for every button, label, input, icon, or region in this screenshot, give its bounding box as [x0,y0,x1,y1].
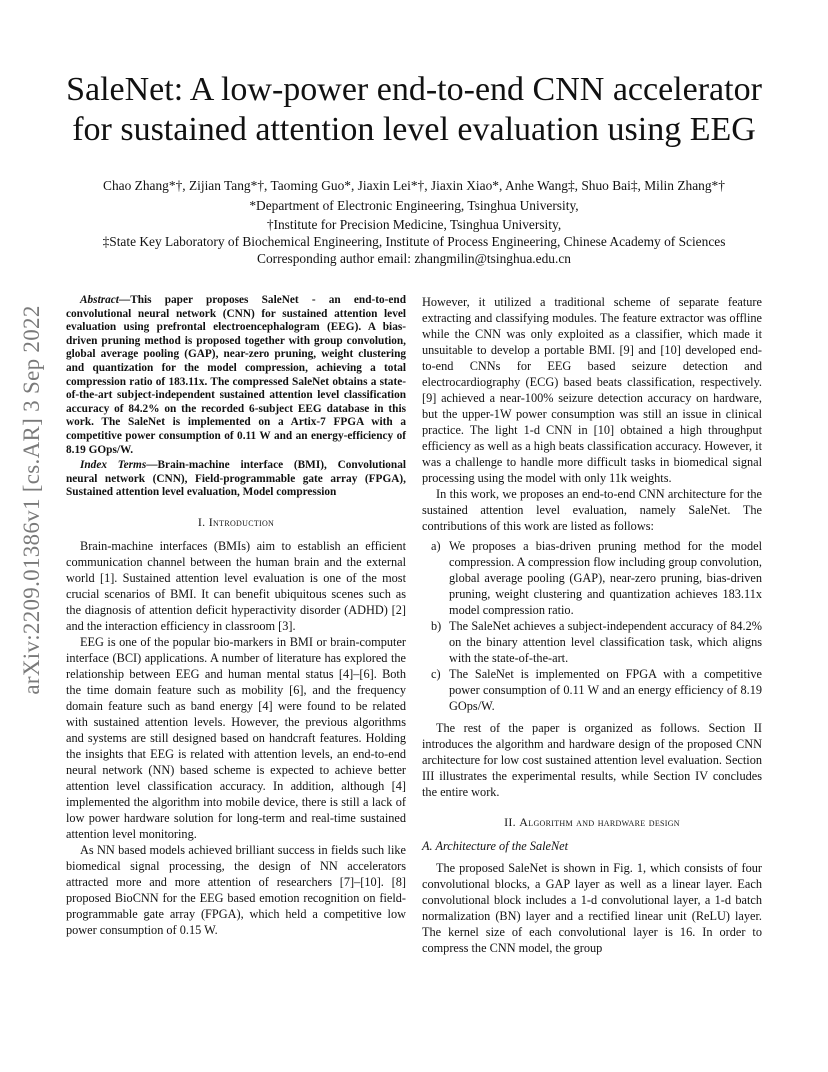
abstract [66,294,406,457]
section-2-title: Algorithm and hardware design [519,815,680,829]
subsection-heading: A. Architecture of the SaleNet [422,839,569,853]
index-terms [66,459,406,500]
title-line-2: for sustained attention level evaluation using EEG [72,111,756,148]
contribution-marker: a) [431,539,441,553]
contribution-text: The SaleNet is implemented on FPGA with a competitive power consumption of 0.11 W and an energy efficiency of 8.19 GOps/W. [449,667,762,713]
intro-paragraph-1: Brain-machine interfaces (BMIs) aim to establish an efficient communication channel between the human brain and the external world [1]. Sustained attention level evaluation is one of the most crucial scenarios of BMI. It can benefit ubiquitous scenes such as the diagnosis of attention deficit hyperactivity disorder (ADHD) [2] and the interaction efficiency in classroom [3]. [66,538,406,633]
abstract-text: —This paper proposes SaleNet - an end-to-end convolutional neural network (CNN) for sustained attention level evaluation using prefrontal electroencephalogram (EEG). A bias-driven pruning method is proposed together with group convolution, global average pooling (GAP), near-zero pruning, weight clustering and quantization for the model compression, achieving a total compression ratio of 183.11x. The compressed SaleNet obtains a state-of-the-art subject-independent sustained attention level classification accuracy of 84.2% on the recorded 6-subject EEG database in this work. The SaleNet is implemented on a Artix-7 FPGA with a competitive power consumption of 0.11 W and an energy-efficiency of 8.19 GOps/W. [66,294,406,456]
right-paragraph-2: In this work, we proposes an end-to-end CNN architecture for the sustained attention level evaluation, namely SaleNet. The contributions of this work are listed as follows: [422,487,762,533]
affiliation-1: *Department of Electronic Engineering, Tsinghua University, [249,198,579,213]
abstract-label: Abstract [80,294,119,306]
section-1-number: I. [197,514,209,529]
index-terms-label: Index Terms [80,459,147,472]
section-2-number: II. [504,815,520,829]
paper-title [40,70,788,150]
intro-paragraph-3: As NN based models achieved brilliant success in fields such like biomedical signal processing, the design of NN accelerators attracted more and more attention of researchers [7]–[10]. [8] proposed BioCNN for the EEG based emotion recognition on field-programmable gate array (FPGA), which held a competitive low power consumption of 0.15 W. [66,842,406,937]
arxiv-identifier [8,290,56,710]
section-heading-introduction [66,514,406,530]
contribution-text: We proposes a bias-driven pruning method for the model compression. A compression flow including group convolution, global average pooling (GAP), near-zero pruning, bias-driven pruning, weight clustering and quantization achieves 183.11x model compression ratio. [449,539,762,617]
corresponding-email: Corresponding author email: zhangmilin@tsinghua.edu.cn [257,251,571,266]
section-heading-algorithm [422,814,762,830]
contribution-item [422,618,762,666]
contribution-marker: c) [431,667,441,681]
contribution-list [422,538,762,714]
contribution-item [422,666,762,714]
index-terms-text: —Brain-machine interface (BMI), Convolutional neural network (CNN), Field-programmable gate array (FPGA), Sustained attention level evaluation, Model compression [66,459,406,499]
right-paragraph-1: However, it utilized a traditional scheme of separate feature extracting and classifying modules. The feature extractor was offline while the CNN was only exploited as a classifier, which made it unsuitable to develop a portable BMI. [9] and [10] developed end-to-end CNNs for EEG based seizure detection and electrocardiography (ECG) based beats classification, respectively. [9] achieved a near-100% seizure detection accuracy on hardware, but the upper-1W power consumption was still an issue in clinical practice. The light 1-d CNN in [10] obtained a high throughput efficiency as well as a high beats classification accuracy. However, it was a challenge to handle more difficult tasks in biomedical signal processing using the model with only 11k weights. [422,295,762,485]
author-list: Chao Zhang*†, Zijian Tang*†, Taoming Guo*, Jiaxin Lei*†, Jiaxin Xiao*, Anhe Wang‡, Shuo Bai‡, Milin Zhang*† [103,178,725,193]
right-paragraph-4: The proposed SaleNet is shown in Fig. 1, which consists of four convolutional blocks, a GAP layer as well as a linear layer. Each convolutional block includes a 1-d convolutional layer, a 1-d batch normalization (BN) layer and a rectified linear unit (ReLU) layer. The kernel size of each convolutional layer is 16. In order to compress the CNN model, the group [422,861,762,955]
title-line-1: SaleNet: A low-power end-to-end CNN accelerator [66,71,762,108]
section-1-title: Introduction [208,514,275,529]
right-paragraph-3: The rest of the paper is organized as follows. Section II introduces the algorithm and hardware design of the proposed CNN architecture for low cost sustained attention level evaluation. Section III illustrates the experimental results, while Section IV concludes the entire work. [422,721,762,799]
contribution-marker: b) [431,619,442,633]
affiliation-3: ‡State Key Laboratory of Biochemical Engineering, Institute of Process Engineering, Chinese Academy of Sciences [102,234,726,249]
affiliation-2: †Institute for Precision Medicine, Tsinghua University, [266,217,562,232]
right-column [422,294,762,956]
contribution-text: The SaleNet achieves a subject-independent accuracy of 84.2% on the binary attention level classification task, which aligns with the state-of-the-art. [449,619,762,665]
intro-paragraph-2: EEG is one of the popular bio-markers in BMI or brain-computer interface (BCI) applications. A number of literature has explored the relationship between EEG and human mental status [4]–[6]. Both the time domain feature such as mobility [6], and the frequency domain feature such as band energy [4] were found to be related with sustained attention levels. However, the previous algorithms and systems are still designed based on handcraft features. Holding the insights that EEG is related with attention levels, an end-to-end neural network (NN) based scheme is expected to achieve better attention level classification accuracy. In addition, although [4] implemented the algorithm into mobile device, there is still a lack of low power hardware solution for long-term and real-time sustained attention level monitoring. [66,634,406,841]
left-column [66,294,406,938]
contribution-item [422,538,762,618]
arxiv-identifier-text: arXiv:2209.01386v1 [cs.AR] 3 Sep 2022 [19,305,44,695]
